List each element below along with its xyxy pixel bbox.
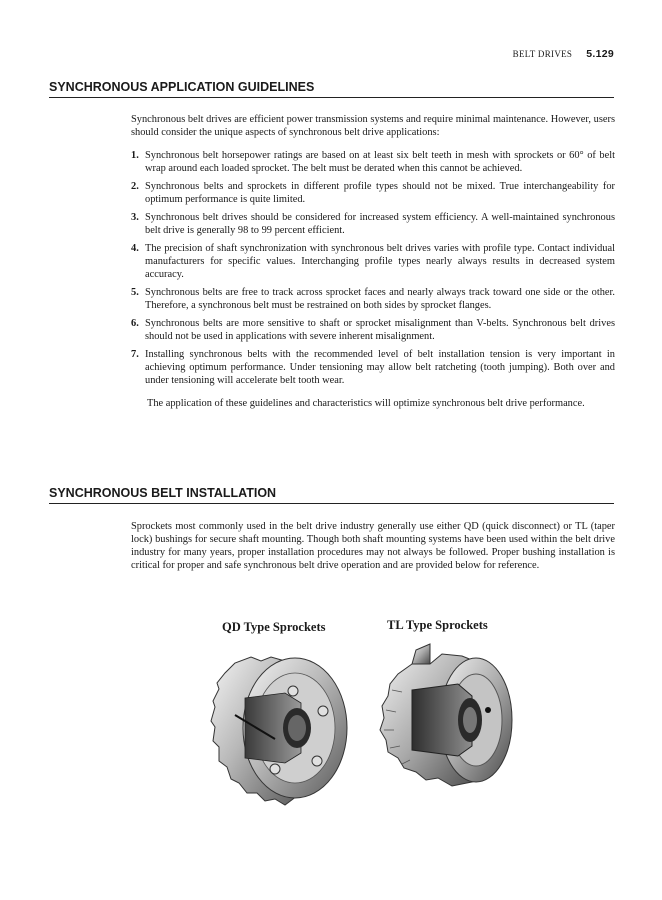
list-item: 7. Installing synchronous belts with the recommended level of belt installation tension is very important in achieving optimum performance. Under tensioning may allow belt ratcheting (tooth jumping). Both over and under tensioning will accelerate belt tooth wear. [131,349,615,386]
section-heading-guidelines: SYNCHRONOUS APPLICATION GUIDELINES [49,80,614,98]
list-item: 3. Synchronous belt drives should be considered for increased system efficiency. A well-maintained synchronous belt drive is generally 98 to 99 percent efficient. [131,212,615,236]
section-heading-installation: SYNCHRONOUS BELT INSTALLATION [49,486,614,504]
guidelines-body [131,113,615,410]
installation-body [131,520,615,572]
list-item: 1. Synchronous belt horsepower ratings are based on at least six belt teeth in mesh with sprockets or 60° of belt wrap around each loaded sprocket. The belt must be derated when this cannot be achieved. [131,150,615,174]
list-item: 5. Synchronous belts are free to track across sprocket faces and nearly always track toward one side or the other. Therefore, a synchronous belt must be restrained on both sides by sprocket flanges. [131,287,615,311]
list-item: 2. Synchronous belts and sprockets in different profile types should not be mixed. True interchangeability for optimum performance is quite limited. [131,181,615,205]
guidelines-intro: Synchronous belt drives are efficient power transmission systems and require minimal maintenance. However, users should consider the unique aspects of synchronous belt drive applications: [131,114,615,138]
page-number: 5.129 [586,48,614,60]
qd-sprocket-illustration-icon [205,643,355,813]
installation-paragraph: Sprockets most commonly used in the belt drive industry generally use either QD (quick disconnect) or TL (taper lock) bushings for secure shaft mounting. Though both shaft mounting systems have been used within the belt drive industry for many years, proper installation procedures may not always be followed. Proper bushing installation is critical for proper and safe synchronous belt drive operation and are provided below for reference. [131,521,615,571]
list-item: 6. Synchronous belts are more sensitive to shaft or sprocket misalignment than V-belts. Synchronous belt drives should not be used in applications with severe inherent misalignment. [131,318,615,342]
guidelines-list [131,149,615,387]
running-head-section: BELT DRIVES [512,49,573,59]
list-item: 4. The precision of shaft synchronization with synchronous belt drives varies with profile type. Contact individual manufacturers for specific values. Interchanging profile types nearly always results in decreased system accuracy. [131,243,615,280]
tl-figure-caption: TL Type Sprockets [387,618,488,632]
running-head [513,48,614,60]
qd-figure-caption: QD Type Sprockets [222,620,326,634]
guidelines-closing: The application of these guidelines and characteristics will optimize synchronous belt drive performance. [147,398,585,409]
tl-sprocket-illustration-icon [372,640,517,790]
